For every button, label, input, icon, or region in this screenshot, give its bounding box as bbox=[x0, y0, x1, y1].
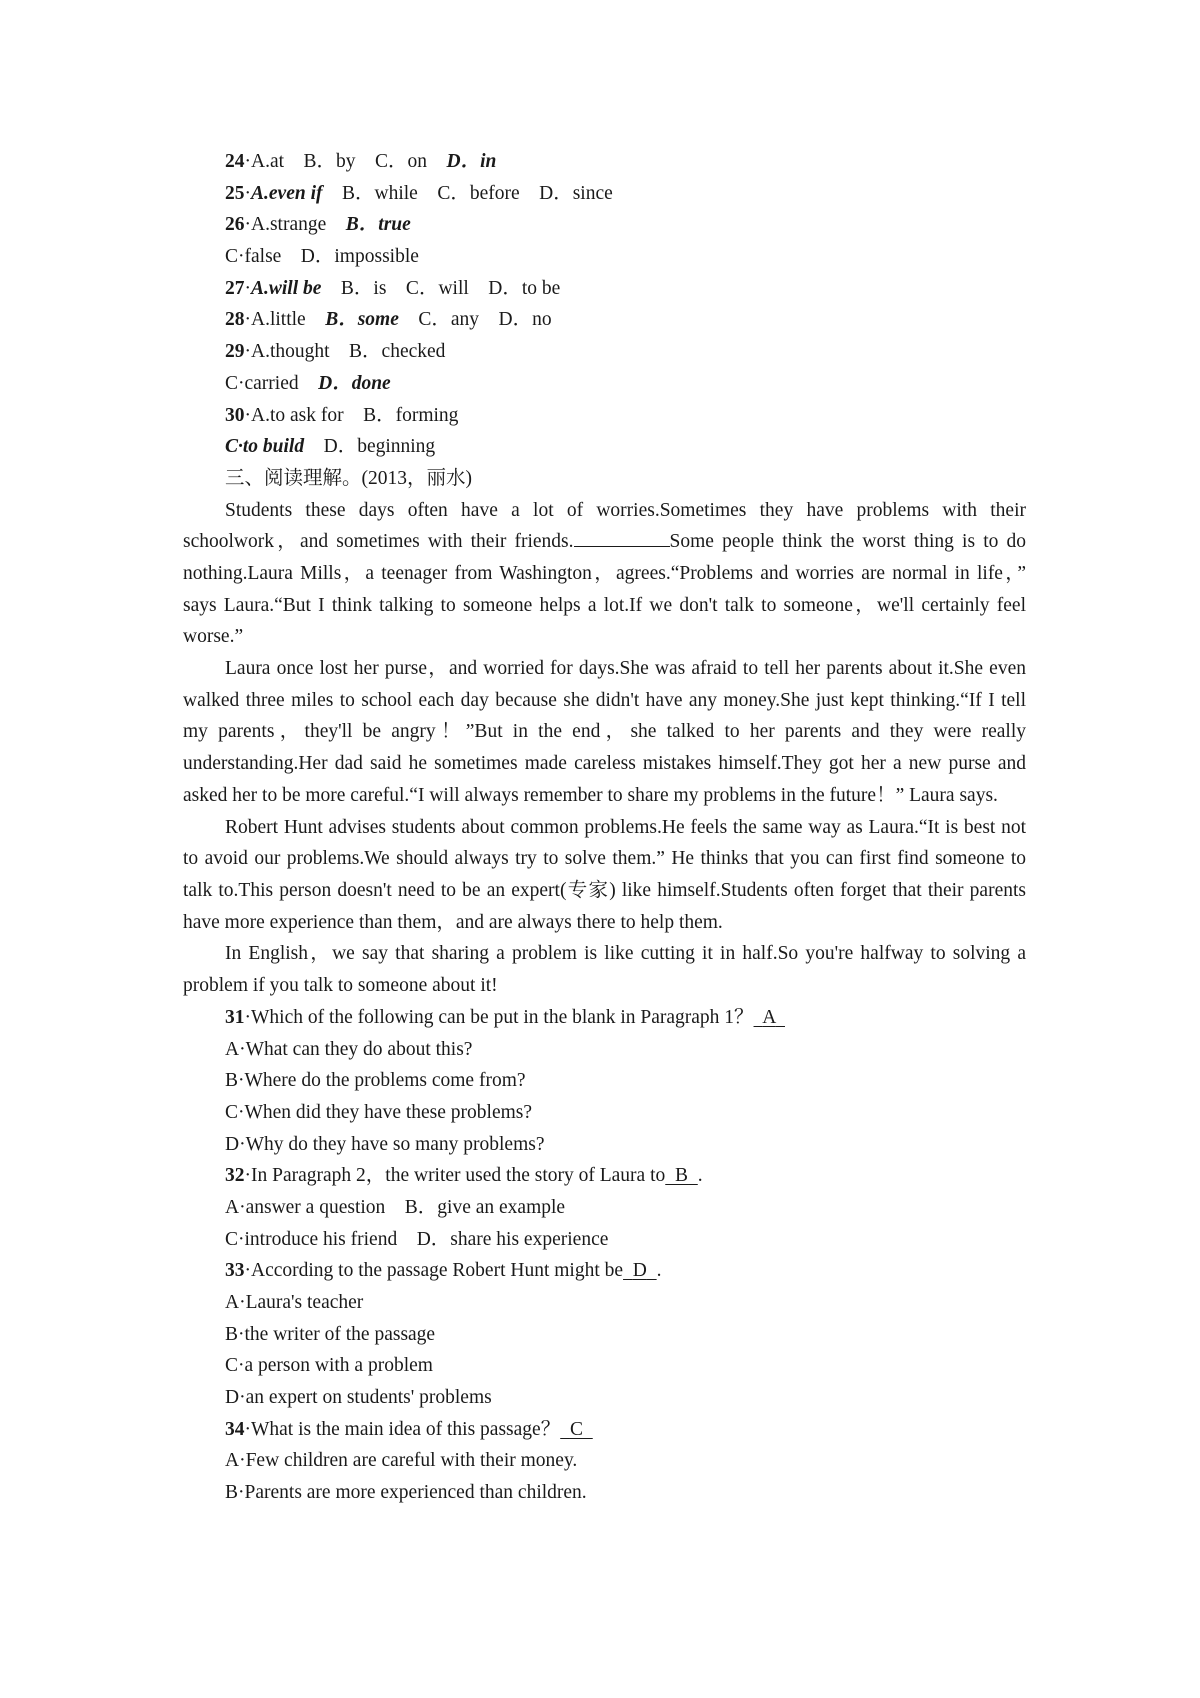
correct-answer: D．done bbox=[318, 372, 391, 394]
option-text: C·carried bbox=[225, 372, 319, 394]
question-text: ·What is the main idea of this passage？ bbox=[244, 1418, 561, 1440]
question-end: . bbox=[697, 1165, 703, 1187]
section-heading: 三、阅读理解。(2013，丽水) bbox=[225, 467, 472, 489]
answer-option: B·Parents are more experienced than children. bbox=[225, 1482, 587, 1504]
option-text: D．beginning bbox=[304, 436, 436, 458]
question-number: 30 bbox=[225, 404, 245, 426]
cloze-line-28 bbox=[225, 304, 1026, 336]
answer-option: C·introduce his friend D．share his experience bbox=[225, 1228, 609, 1250]
option-text: ·A.strange bbox=[244, 214, 346, 236]
paragraph-text: Students these days often have a lot of worries.Sometimes they have problems with their schoolwork，and sometimes with their friends. bbox=[183, 499, 1026, 553]
question-number: 27 bbox=[225, 277, 245, 299]
question-number: 26 bbox=[225, 214, 245, 236]
option-text: B．while C．before D．since bbox=[322, 182, 613, 204]
answer-option: C·a person with a problem bbox=[225, 1355, 433, 1377]
answer-option: B·Where do the problems come from? bbox=[225, 1070, 526, 1092]
correct-answer: A.will be bbox=[251, 277, 322, 299]
answer-blank bbox=[665, 1165, 698, 1186]
question-34 bbox=[183, 1414, 1026, 1509]
option-text: C·false D．impossible bbox=[225, 246, 419, 268]
question-stem bbox=[225, 1414, 1026, 1446]
filled-answer: B bbox=[675, 1165, 689, 1187]
document-page bbox=[183, 146, 1026, 1509]
option-text: ·A.little bbox=[244, 309, 326, 331]
cloze-line-29 bbox=[225, 336, 1026, 368]
answer-blank bbox=[574, 530, 670, 547]
question-stem bbox=[225, 1160, 1026, 1192]
answer-option: B·the writer of the passage bbox=[225, 1323, 436, 1345]
answer-blank bbox=[754, 1007, 785, 1028]
question-text: ·Which of the following can be put in the blank in Paragraph 1？ bbox=[244, 1006, 754, 1028]
cloze-options bbox=[183, 146, 1026, 463]
cloze-line-25 bbox=[225, 178, 1026, 210]
reading-passage bbox=[183, 495, 1026, 1002]
question-stem bbox=[225, 1002, 1026, 1034]
filled-answer: D bbox=[632, 1260, 647, 1282]
option-text: · bbox=[244, 182, 251, 204]
answer-blank bbox=[560, 1419, 593, 1440]
cloze-line-26 bbox=[225, 209, 1026, 241]
option-text: ·A.at B．by C．on bbox=[244, 151, 447, 172]
answer-option: A·What can they do about this? bbox=[225, 1038, 473, 1060]
option-text: ·A.to ask for B．forming bbox=[244, 404, 459, 426]
passage-paragraph-3: Robert Hunt advises students about common problems.He feels the same way as Laura.“It is best not to avoid our problems.We should always try to solve them.” He thinks that you can first find someone to talk to.This person doesn't need to be an expert(专家) like himself.Students often forget that their parents have more experience than them，and are always there to help them. bbox=[183, 816, 1026, 933]
question-number: 29 bbox=[225, 341, 245, 363]
cloze-line-29-cont bbox=[225, 368, 1026, 400]
answer-option: A·Few children are careful with their money. bbox=[225, 1450, 578, 1472]
question-number: 24 bbox=[225, 151, 245, 172]
passage-paragraph-2: Laura once lost her purse，and worried for days.She was afraid to tell her parents about it.She even walked three miles to school each day because she didn't have any money.She just kept thinking.“If I tell my parents，they'll be angry！”But in the end，she talked to her parents and they were really understanding.Her dad said he sometimes made careless mistakes himself.They got her a new purse and asked her to be more careful.“I will always remember to share my problems in the future！” Laura says. bbox=[183, 658, 1026, 806]
answer-blank bbox=[623, 1260, 657, 1281]
answer-option: D·Why do they have so many problems? bbox=[225, 1133, 545, 1155]
cloze-line-27 bbox=[225, 273, 1026, 305]
passage-paragraph-4: In English，we say that sharing a problem is like cutting it in half.So you're halfway to solving a problem if you talk to someone about it! bbox=[183, 943, 1026, 997]
answer-option: C·When did they have these problems? bbox=[225, 1101, 533, 1123]
cloze-line-30 bbox=[225, 400, 1026, 432]
paragraph-text: Some people think the worst thing is to do nothing.Laura Mills，a teenager from Washington，agrees.“Problems and worries are normal in life，” says Laura.“But I think talking to someone helps a lot.If we don't talk to someone，we'll certainly feel worse.” bbox=[183, 531, 1026, 648]
question-number: 31 bbox=[225, 1006, 245, 1028]
question-stem bbox=[225, 1255, 1026, 1287]
question-33 bbox=[183, 1255, 1026, 1413]
answer-option: A·answer a question B．give an example bbox=[225, 1196, 566, 1218]
correct-answer: D．in bbox=[446, 151, 497, 172]
question-number: 28 bbox=[225, 309, 245, 331]
option-text: B．is C．will D．to be bbox=[321, 277, 561, 299]
question-text: ·According to the passage Robert Hunt might be bbox=[244, 1260, 624, 1282]
correct-answer: C·to build bbox=[225, 436, 305, 458]
option-text: C．any D．no bbox=[398, 309, 552, 331]
option-text: ·A.thought B．checked bbox=[244, 341, 446, 363]
question-31 bbox=[183, 1002, 1026, 1160]
cloze-line-24 bbox=[225, 146, 1026, 178]
question-number: 25 bbox=[225, 182, 245, 204]
cloze-line-30-cont bbox=[225, 431, 1026, 463]
passage-paragraph-1 bbox=[183, 495, 1026, 654]
correct-answer: A.even if bbox=[251, 182, 323, 204]
question-text: ·In Paragraph 2，the writer used the story of Laura to bbox=[244, 1165, 666, 1187]
question-number: 32 bbox=[225, 1165, 245, 1187]
correct-answer: B．true bbox=[345, 214, 411, 236]
option-text: · bbox=[244, 277, 251, 299]
question-number: 33 bbox=[225, 1260, 245, 1282]
question-end: . bbox=[656, 1260, 662, 1282]
answer-option: D·an expert on students' problems bbox=[225, 1387, 492, 1409]
filled-answer: C bbox=[569, 1418, 583, 1440]
question-number: 34 bbox=[225, 1418, 245, 1440]
question-32 bbox=[183, 1160, 1026, 1255]
filled-answer: A bbox=[762, 1006, 776, 1028]
correct-answer: B．some bbox=[325, 309, 399, 331]
cloze-line-26-cont bbox=[225, 241, 1026, 273]
answer-option: A·Laura's teacher bbox=[225, 1292, 364, 1313]
